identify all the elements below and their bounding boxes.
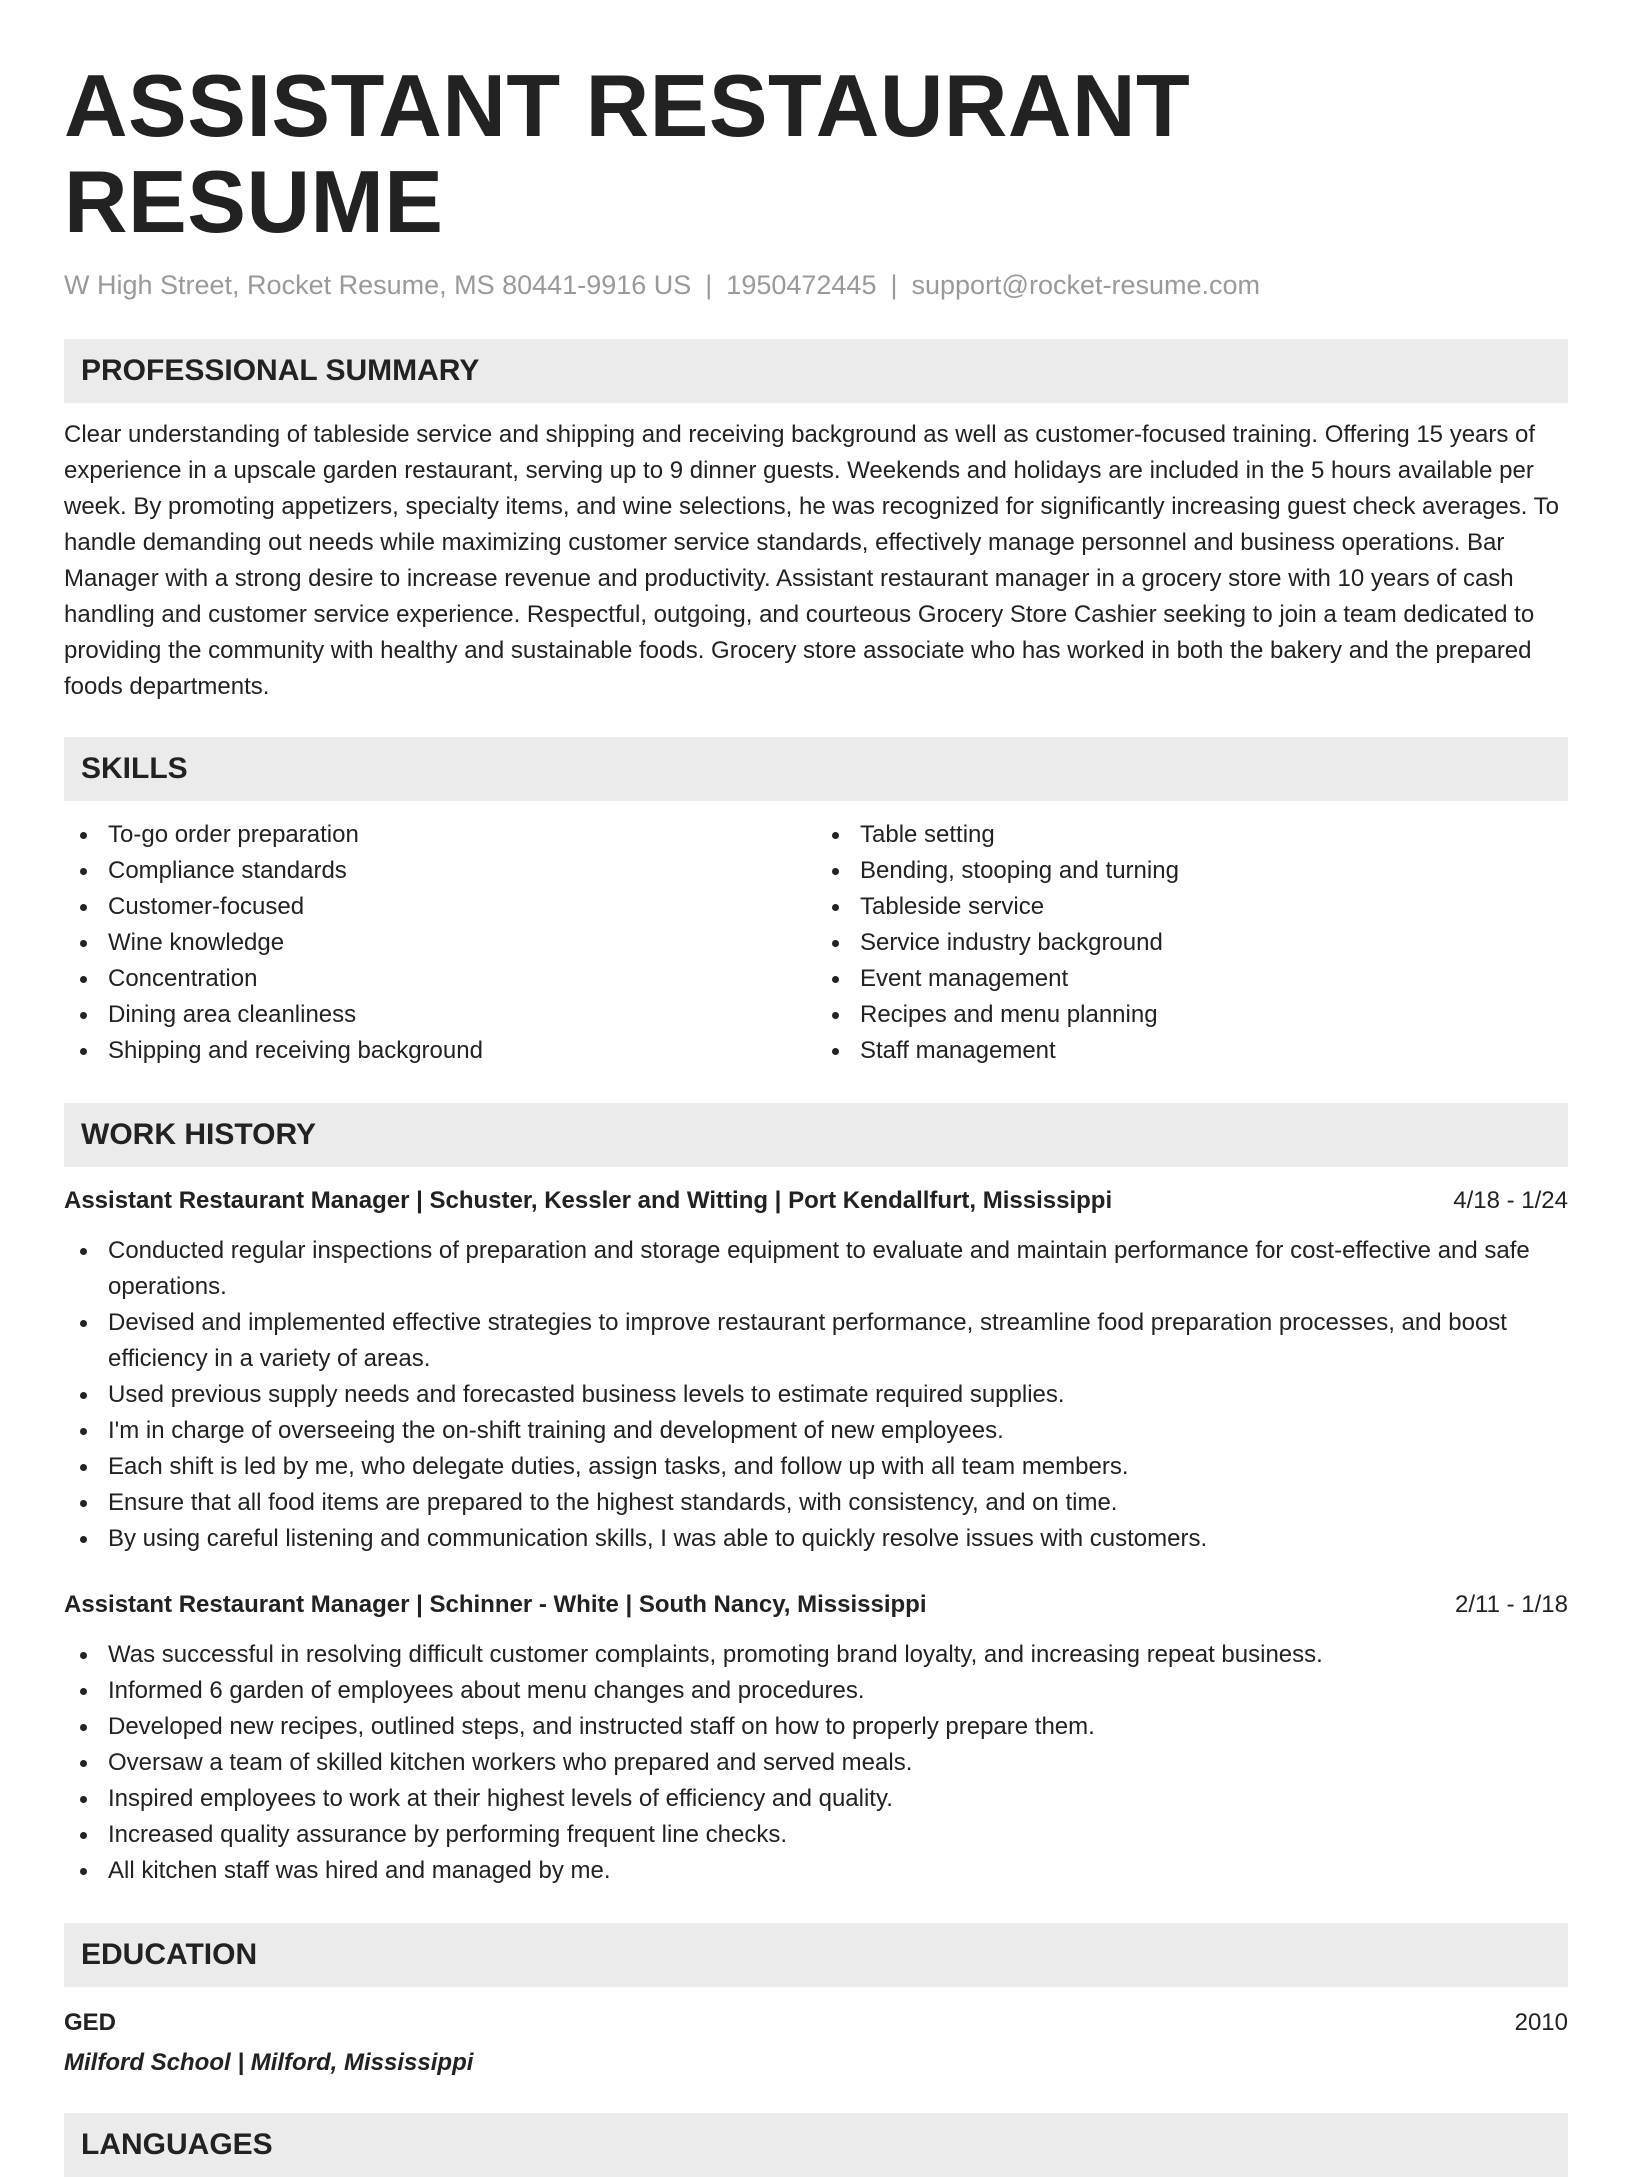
summary-heading: PROFESSIONAL SUMMARY	[64, 339, 1568, 403]
education-heading: EDUCATION	[64, 1923, 1568, 1987]
job-title: Assistant Restaurant Manager | Schuster, Kessler and Witting | Port Kendallfurt, Mississippi	[64, 1187, 1113, 1214]
job-bullet: Used previous supply needs and forecasted business levels to estimate required supplies.	[64, 1377, 1568, 1413]
job-bullet: Inspired employees to work at their highest levels of efficiency and quality.	[64, 1781, 1568, 1817]
job-bullet: By using careful listening and communication skills, I was able to quickly resolve issues with customers.	[64, 1521, 1568, 1557]
job-dates: 4/18 - 1/24	[1453, 1187, 1568, 1214]
job-bullet: Informed 6 garden of employees about menu changes and procedures.	[64, 1673, 1568, 1709]
skill-item: Service industry background	[816, 925, 1568, 961]
skills-heading: SKILLS	[64, 737, 1568, 801]
skill-item: Dining area cleanliness	[64, 997, 816, 1033]
job-entry	[64, 1183, 1568, 1557]
skill-item: Compliance standards	[64, 853, 816, 889]
job-bullet: Developed new recipes, outlined steps, and instructed staff on how to properly prepare them.	[64, 1709, 1568, 1745]
job-header	[64, 1587, 1568, 1623]
education-school: Milford School | Milford, Mississippi	[64, 2049, 474, 2076]
skills-column-right	[816, 817, 1568, 1069]
skill-item: Event management	[816, 961, 1568, 997]
job-bullet: Was successful in resolving difficult customer complaints, promoting brand loyalty, and increasing repeat business.	[64, 1637, 1568, 1673]
work-heading: WORK HISTORY	[64, 1103, 1568, 1167]
skill-item: To-go order preparation	[64, 817, 816, 853]
skill-item: Recipes and menu planning	[816, 997, 1568, 1033]
job-bullet: Conducted regular inspections of preparation and storage equipment to evaluate and maintain performance for cost-effective and safe operations.	[64, 1233, 1568, 1305]
job-bullet: Increased quality assurance by performing frequent line checks.	[64, 1817, 1568, 1853]
job-bullets	[64, 1233, 1568, 1557]
skill-item: Tableside service	[816, 889, 1568, 925]
job-bullet: I'm in charge of overseeing the on-shift training and development of new employees.	[64, 1413, 1568, 1449]
education-year: 2010	[1514, 2009, 1568, 2036]
contact-separator: |	[705, 270, 713, 300]
contact-separator: |	[890, 270, 898, 300]
skill-item: Wine knowledge	[64, 925, 816, 961]
skills-list	[64, 817, 1568, 1069]
job-header	[64, 1183, 1568, 1219]
job-entry	[64, 1587, 1568, 1889]
job-title: Assistant Restaurant Manager | Schinner - White | South Nancy, Mississippi	[64, 1591, 927, 1618]
job-bullet: All kitchen staff was hired and managed by me.	[64, 1853, 1568, 1889]
skills-column-left	[64, 817, 816, 1069]
contact-phone: 1950472445	[726, 270, 877, 300]
skill-item: Staff management	[816, 1033, 1568, 1069]
job-bullet: Devised and implemented effective strategies to improve restaurant performance, streamline food preparation processes, and boost efficiency in a variety of areas.	[64, 1305, 1568, 1377]
skill-item: Concentration	[64, 961, 816, 997]
education-degree: GED	[64, 2009, 117, 2036]
job-bullet: Each shift is led by me, who delegate duties, assign tasks, and follow up with all team members.	[64, 1449, 1568, 1485]
contact-email: support@rocket-resume.com	[911, 270, 1261, 300]
job-dates: 2/11 - 1/18	[1455, 1591, 1568, 1618]
skill-item: Table setting	[816, 817, 1568, 853]
resume-title: ASSISTANT RESTAURANT RESUME	[64, 56, 1191, 251]
summary-text: Clear understanding of tableside service and shipping and receiving background as well as customer-focused training. Offering 15 years of experience in a upscale garden restaurant, serving up to 9 dinner guests. Weekends and holidays are included in the 5 hours available per week. By promoting appetizers, specialty items, and wine selections, he was recognized for significantly increasing guest check averages. To handle demanding out needs while maximizing customer service standards, effectively manage personnel and business operations. Bar Manager with a strong desire to increase revenue and productivity. Assistant restaurant manager in a grocery store with 10 years of cash handling and customer service experience. Respectful, outgoing, and courteous Grocery Store Cashier seeking to join a team dedicated to providing the community with healthy and sustainable foods. Grocery store associate who has worked in both the bakery and the prepared foods departments.	[64, 421, 1559, 700]
job-bullet: Oversaw a team of skilled kitchen workers who prepared and served meals.	[64, 1745, 1568, 1781]
contact-address: W High Street, Rocket Resume, MS 80441-9916 US	[64, 270, 692, 300]
skill-item: Customer-focused	[64, 889, 816, 925]
languages-heading: LANGUAGES	[64, 2113, 1568, 2177]
skill-item: Bending, stooping and turning	[816, 853, 1568, 889]
contact-line	[64, 268, 1568, 302]
job-bullets	[64, 1637, 1568, 1889]
skill-item: Shipping and receiving background	[64, 1033, 816, 1069]
job-bullet: Ensure that all food items are prepared to the highest standards, with consistency, and on time.	[64, 1485, 1568, 1521]
education-entry	[64, 2005, 1568, 2041]
